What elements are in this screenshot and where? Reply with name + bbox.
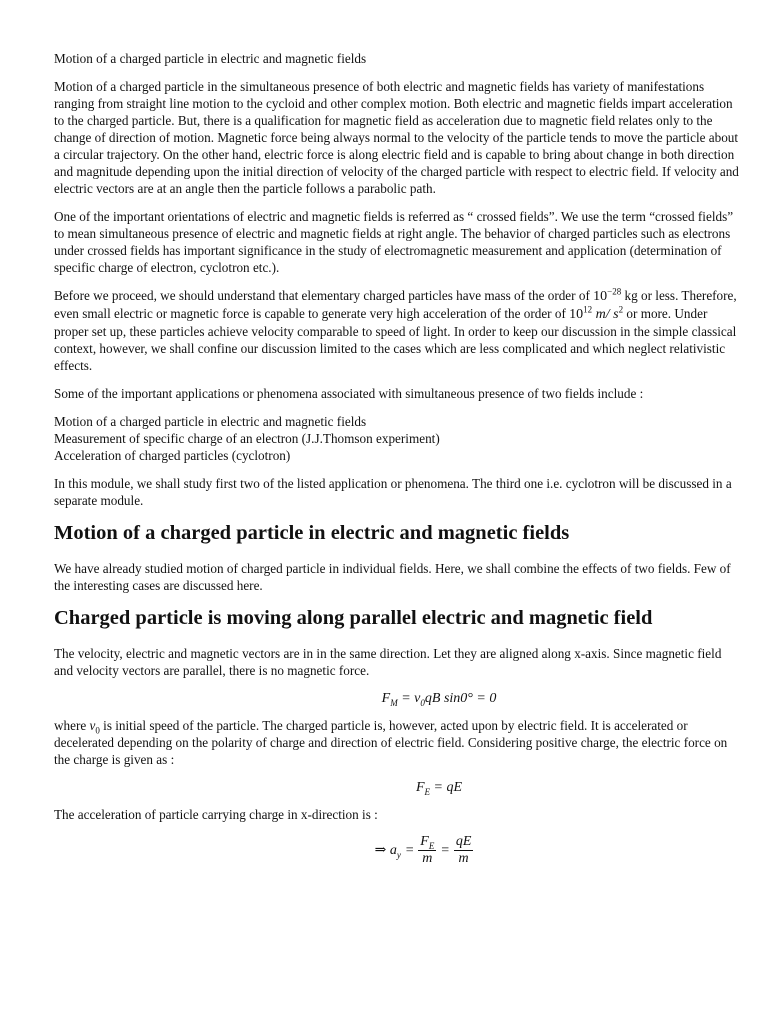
paragraph-parallel-fields: The velocity, electric and magnetic vectors are in in the same direction. Let they are aligned along x-axis. Since magnetic field and velocity vectors are parallel, there is no magnetic force. bbox=[54, 646, 722, 678]
eq-text: = qE bbox=[430, 780, 463, 795]
fraction-qe-over-mass bbox=[454, 834, 474, 867]
fraction-numerator bbox=[418, 834, 436, 851]
equals-sign: = bbox=[440, 843, 450, 858]
eq-symbol: F bbox=[415, 780, 425, 795]
list-item: Motion of a charged particle in electric and magnetic fields bbox=[54, 414, 367, 429]
paragraph-mass-order bbox=[54, 287, 740, 374]
mass-exponent: −28 bbox=[607, 286, 622, 297]
eq-text: = v bbox=[397, 691, 421, 706]
eq-subscript: E bbox=[428, 840, 435, 851]
document-page bbox=[54, 50, 740, 877]
text-segment: Before we proceed, we should understand that elementary charged particles have mass of the order of bbox=[54, 288, 594, 303]
fraction-denominator: m bbox=[422, 851, 433, 866]
paragraph-crossed-fields: One of the important orientations of electric and magnetic fields is referred as “ crossed fields”. We use the term “crossed fields” to mean simultaneous presence of electric and magnetic fields at right angle. The behavior of charged particles such as electrons under crossed fields has important significance in the study of electromagnetic measurement and application (determination of specific charge of electron, cyclotron etc.). bbox=[54, 209, 734, 275]
mass-base: 10 bbox=[593, 289, 608, 304]
text-segment: or more. Under proper set up, these particles achieve velocity comparable to speed of light. In order to keep our discussion in the simple classical context, however, we shall confine our discussion limited to the cases which are less complicated and which neglect relativistic effects. bbox=[54, 306, 737, 373]
eq-symbol: F bbox=[381, 691, 391, 706]
eq-text: qB sin0° = 0 bbox=[424, 691, 497, 706]
paragraph-combined-effects: We have already studied motion of charged particle in individual fields. Here, we shall combine the effects of two fields. Few of the interesting cases are discussed here. bbox=[54, 561, 731, 593]
eq-text: ⇒ a bbox=[374, 843, 397, 858]
equation-magnetic-force bbox=[54, 690, 740, 707]
intro-title: Motion of a charged particle in electric and magnetic fields bbox=[54, 51, 367, 66]
acc-unit-exponent: 2 bbox=[618, 304, 624, 315]
eq-subscript: y bbox=[396, 849, 401, 860]
fraction-force-over-mass bbox=[418, 834, 436, 867]
eq-subscript: M bbox=[390, 697, 398, 708]
eq-subscript: E bbox=[424, 786, 431, 797]
fraction-numerator: qE bbox=[455, 834, 472, 849]
applications-list bbox=[54, 413, 740, 464]
paragraph-acceleration: The acceleration of particle carrying charge in x-direction is : bbox=[54, 807, 378, 822]
acc-base: 10 bbox=[569, 307, 584, 322]
fraction-denominator: m bbox=[458, 851, 469, 866]
paragraph-electric-force bbox=[54, 717, 740, 768]
text-segment: is initial speed of the particle. The charged particle is, however, acted upon by electric field. It is accelerated or decelerated depending on the polarity of charge and direction of electric field. Considering positive charge, the electric force on the charge is given as : bbox=[54, 718, 728, 767]
paragraph-intro: Motion of a charged particle in the simultaneous presence of both electric and magnetic fields has variety of manifestations ranging from straight line motion to the cycloid and other complex motion. Both electric and magnetic fields impart acceleration to the charged particle. But, there is a qualification for magnetic field as acceleration due to magnetic field relates only to the change of direction of motion. Magnetic force being always normal to the velocity of the particle tends to move the particle about a circular trajectory. On the other hand, electric force is along electric field and is capable to bring about change in both direction and magnitude depending upon the initial direction of velocity of the charged particle with respect to electric field. If velocity and electric vectors are at an angle then the particle follows a parabolic path. bbox=[54, 79, 739, 196]
section-heading: Motion of a charged particle in electric and magnetic fields bbox=[54, 522, 570, 544]
acc-exponent: 12 bbox=[583, 304, 593, 315]
acc-unit: m/ s bbox=[595, 307, 619, 322]
text-segment: where bbox=[54, 718, 90, 733]
velocity-symbol: v bbox=[89, 718, 96, 733]
equals-sign: = bbox=[404, 843, 415, 858]
acceleration-order-value bbox=[569, 304, 624, 322]
eq-symbol: F bbox=[420, 834, 429, 849]
equation-electric-force bbox=[54, 779, 740, 796]
eq-subscript: 0 bbox=[420, 697, 425, 708]
paragraph-applications-intro: Some of the important applications or phenomena associated with simultaneous presence of two fields include : bbox=[54, 386, 644, 401]
list-item: Acceleration of charged particles (cyclotron) bbox=[54, 448, 291, 463]
list-item: Measurement of specific charge of an electron (J.J.Thomson experiment) bbox=[54, 431, 440, 446]
text-segment: kg or less. Therefore, even small electric or magnetic force is capable to generate very high acceleration of the order of bbox=[54, 288, 737, 321]
mass-order-value bbox=[593, 286, 622, 304]
paragraph-module-scope: In this module, we shall study first two of the listed application or phenomena. The third one i.e. cyclotron will be discussed in a separate module. bbox=[54, 476, 732, 508]
equation-acceleration bbox=[54, 834, 740, 867]
velocity-subscript: 0 bbox=[95, 725, 100, 736]
subsection-heading: Charged particle is moving along parallel electric and magnetic field bbox=[54, 607, 653, 629]
eq-lhs bbox=[375, 842, 401, 859]
